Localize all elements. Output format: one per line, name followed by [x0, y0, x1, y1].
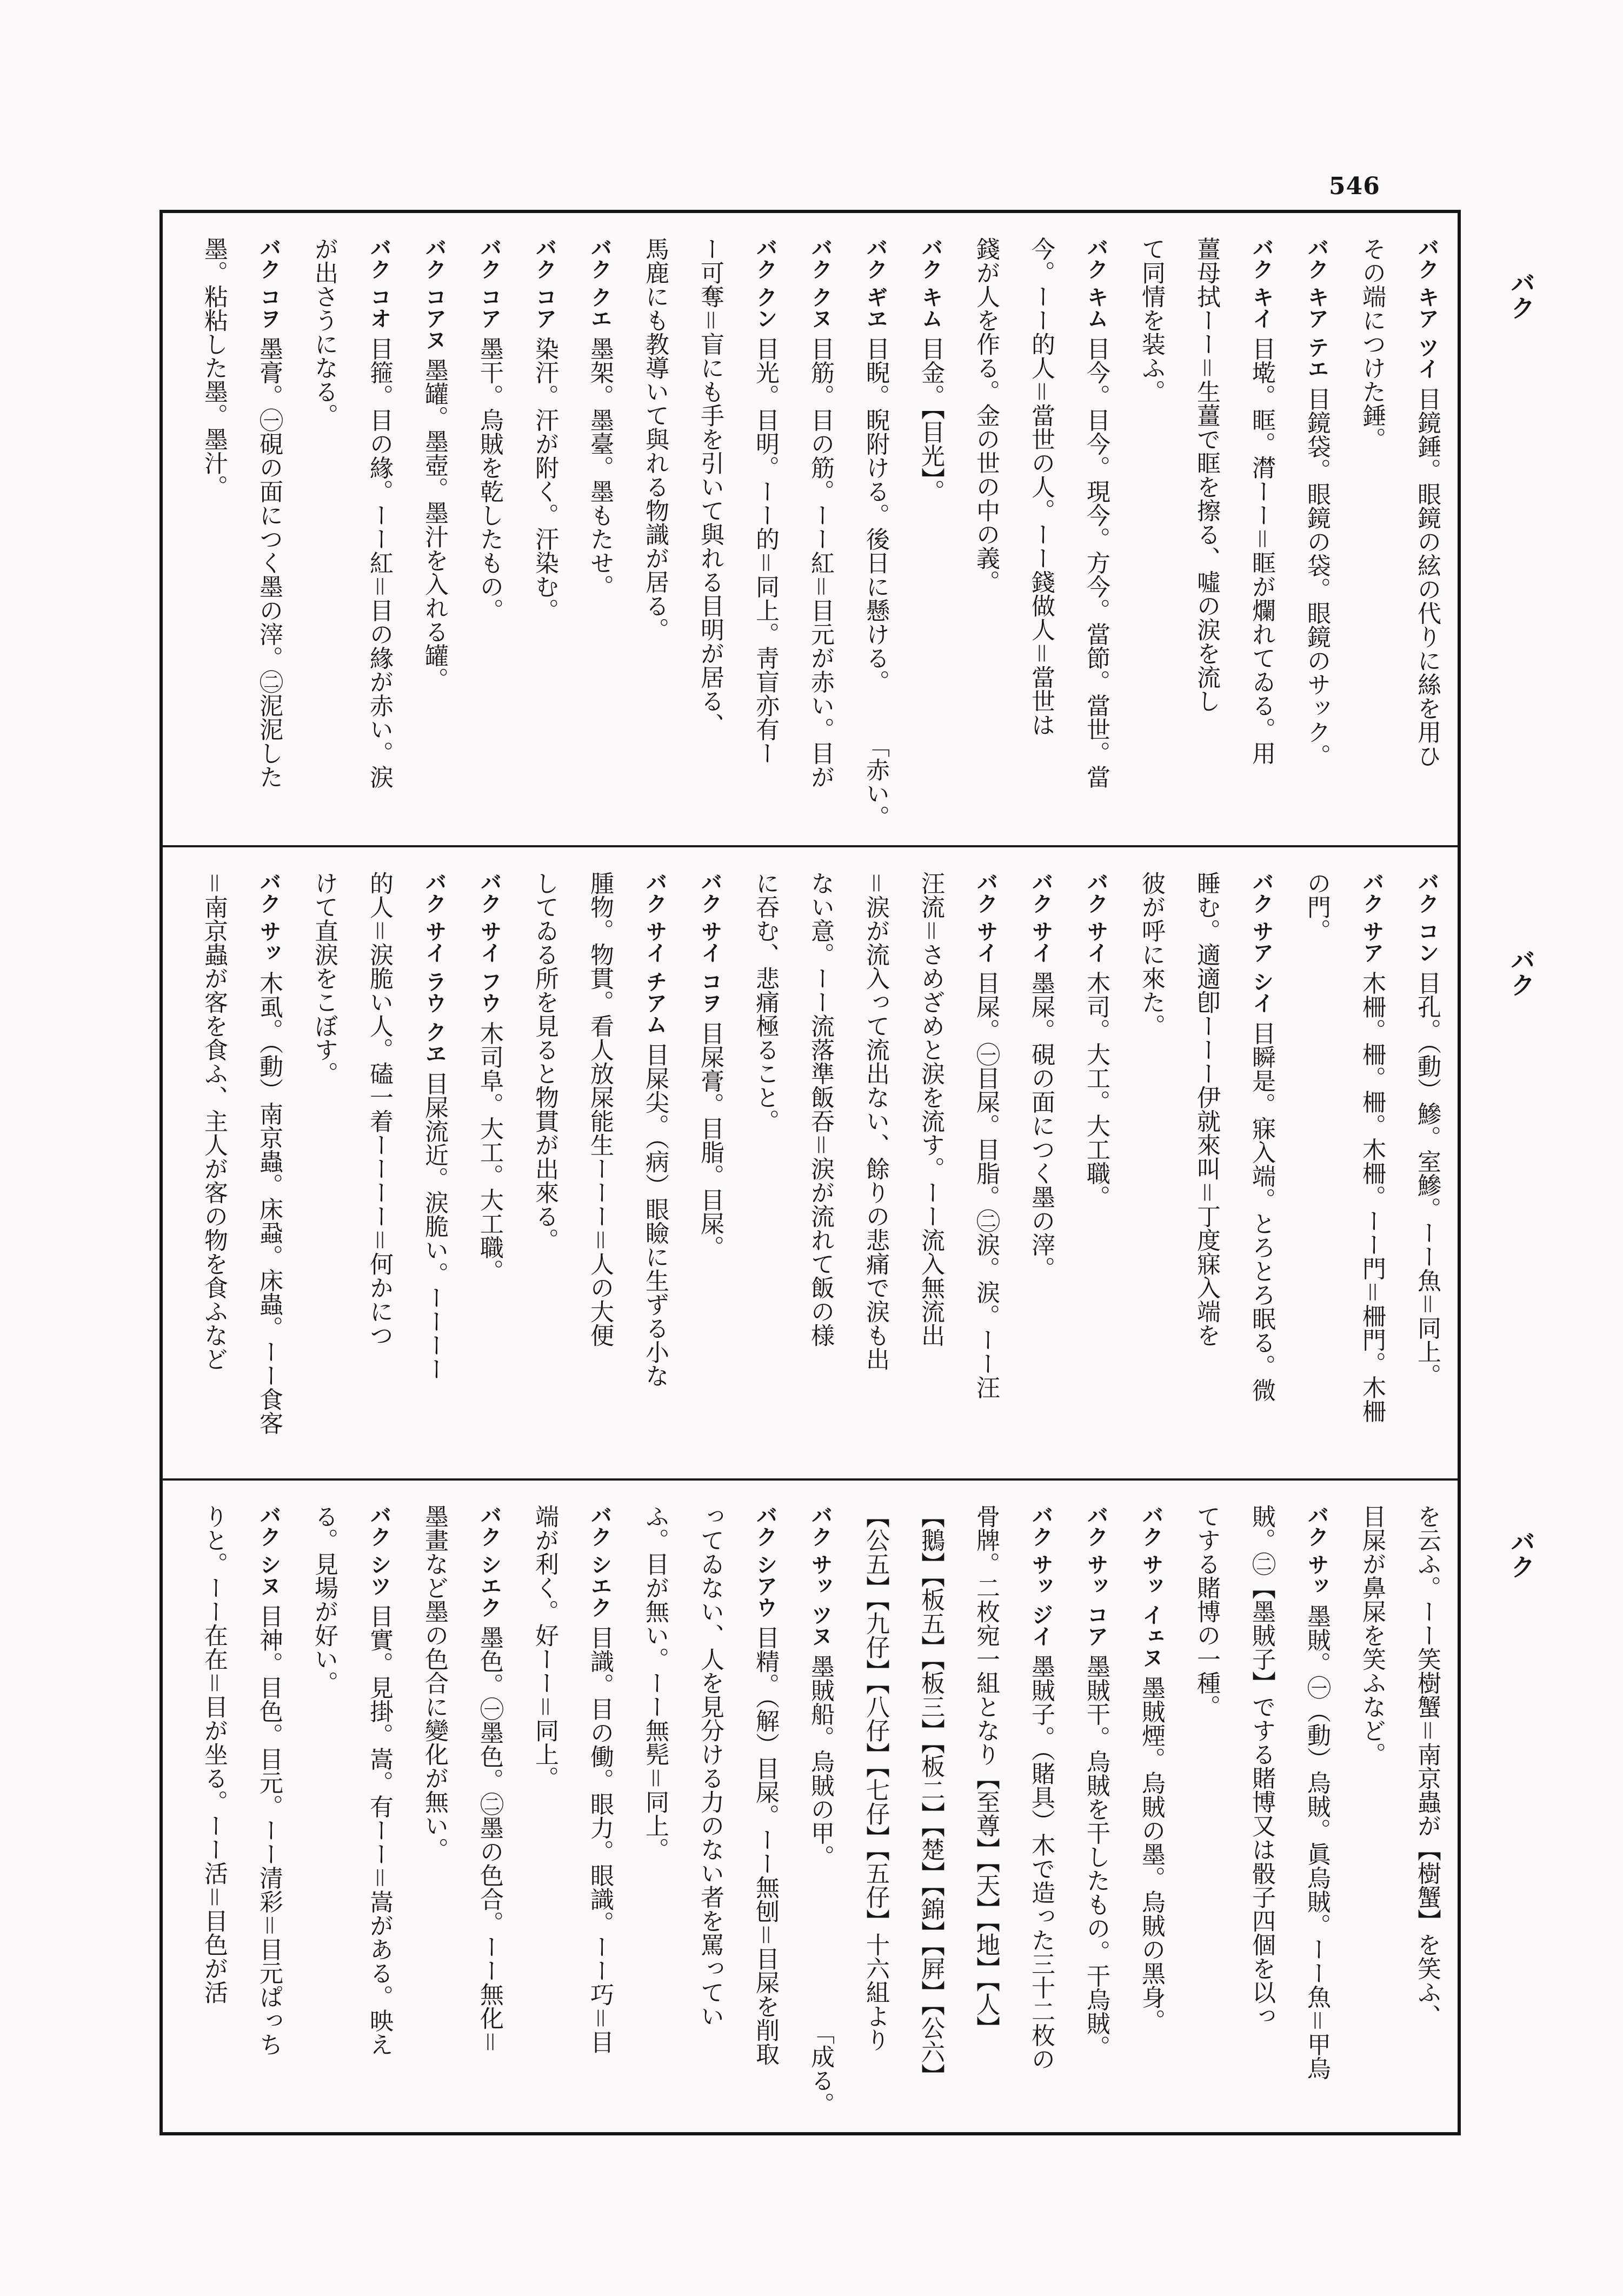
column-line [200, 1504, 228, 2004]
entry-text: 墨架。墨臺。墨もたせ。 [586, 336, 614, 599]
column-line [1082, 237, 1110, 788]
entry-marker: バク [1083, 237, 1108, 280]
entry-column [793, 213, 848, 845]
entry-text: ＝涙が流入って流出ない、餘りの悲痛で涙も出 [862, 871, 889, 1371]
column-line [1082, 1504, 1110, 2059]
entry-marker: バク [422, 871, 447, 914]
page-frame [159, 210, 1461, 2135]
entry-text: 墨屎。硯の面につく墨の滓。 [1027, 971, 1055, 1280]
continuation-column [1123, 213, 1179, 845]
column-line [200, 237, 228, 499]
entry-text: 汪流＝さめざめと涙を流す。ーー流入無流出 [917, 871, 944, 1347]
column-line [310, 871, 338, 1085]
column-line [807, 1504, 834, 1868]
entry-text: 錢が人を作る。金の世の中の義。 [972, 237, 1000, 594]
entry-text: 目屎。㊀目屎。目脂。㊁涙。涙。ーー汪 [972, 971, 1000, 1399]
entry-column [572, 213, 627, 845]
column-line [751, 237, 779, 765]
entry-marker: バク [422, 237, 447, 280]
column-line [917, 237, 944, 503]
entry-text: 目精。（解）目屎。ーー無刨＝目屎を削取 [751, 1625, 779, 2066]
entry-column [1289, 213, 1344, 845]
column-line [1138, 871, 1165, 1038]
entry-reading: コア [532, 286, 557, 329]
entry-reading: コン [1414, 920, 1439, 964]
column-line [531, 237, 558, 622]
column-line [255, 1504, 283, 2056]
continuation-column [1289, 847, 1344, 1478]
column-line [586, 871, 614, 1347]
entry-reading: シツ [367, 1554, 391, 1597]
column-line [365, 871, 393, 1347]
continuation-column [186, 847, 241, 1478]
entry-marker: バク [587, 1504, 612, 1548]
entry-marker: バク [1304, 237, 1329, 280]
entry-text: 【鵝】【板五】【板三】【板二】【楚】【錦】【屛】【公六】 [917, 1504, 944, 2087]
entry-column [1234, 213, 1289, 845]
entry-text: 墨賊。㊀（動）烏賊。眞烏賊。ーー魚＝甲烏 [1303, 1604, 1331, 2080]
column-line [1303, 1504, 1331, 2080]
column-line [751, 871, 779, 1133]
entry-column [1234, 847, 1289, 1478]
entry-text: 薑母拭ーー＝生薑で眶を擦る、噓の涙を流し [1193, 237, 1220, 713]
entry-text: 目瞬是。寐入端。とろとろ眠る。微 [1248, 1021, 1275, 1402]
entry-text: 木虱。（動）南京蟲。床蝨。床蟲。ーー食客 [255, 971, 283, 1435]
entry-marker: バク [1139, 1504, 1163, 1548]
entry-column [1068, 847, 1123, 1478]
column-line [1193, 237, 1220, 713]
column-line [1193, 871, 1220, 1347]
entry-text: に吞む、悲痛極ること。 [751, 871, 779, 1133]
entry-column [241, 213, 296, 845]
entry-text: 木柵。柵。柵。木柵。ーー門＝柵門。木柵 [1358, 971, 1386, 1423]
column-line [255, 237, 283, 788]
entry-text: ふ。目が無い。ーー無髡＝同上。 [641, 1504, 669, 1861]
continuation-column [1179, 213, 1234, 845]
entry-reading: サッ [256, 920, 281, 964]
entry-marker: バク [367, 1504, 391, 1548]
tier-top [163, 213, 1458, 847]
entry-text: 目睨。睨附ける。後日に懸ける。 [862, 336, 889, 694]
entry-column [462, 213, 517, 845]
entry-column [351, 213, 407, 845]
column-line [1358, 237, 1386, 451]
entry-column [241, 1481, 296, 2132]
column-line [476, 1504, 503, 2054]
entry-reading: シエク [587, 1554, 612, 1618]
tier-middle [163, 847, 1458, 1481]
continuation-column [1234, 1481, 1289, 2132]
entry-reading: シアウ [753, 1554, 777, 1618]
entry-column [903, 213, 958, 845]
continuation-column [1013, 213, 1068, 845]
continuation-column [627, 1481, 682, 2132]
entry-marker: バク [808, 237, 833, 280]
entry-marker: バク [587, 237, 612, 280]
side-index-label-middle: バク [1507, 947, 1536, 997]
entry-reading: クン [753, 286, 777, 329]
column-line [751, 1504, 779, 2066]
entry-reading: サイ [1083, 920, 1108, 964]
column-line [641, 1504, 669, 1861]
continuation-column [958, 213, 1013, 845]
entry-text: 今。ーー的人＝當世の人。ーー錢做人＝當世は [1027, 237, 1055, 736]
continuation-column [848, 1481, 903, 2132]
column-line [917, 1504, 944, 2087]
continuation-column [1344, 1481, 1399, 2132]
entry-text: 腫物。物貫。看人放屎能生ーーー＝人の大便 [586, 871, 614, 1347]
entry-column [517, 213, 572, 845]
entry-reading: サイ フウ [477, 920, 502, 1014]
continuation-column [903, 847, 958, 1478]
entry-reading: キム [1083, 286, 1108, 329]
column-line [1413, 237, 1441, 767]
column-line [862, 1504, 889, 2052]
entry-column [1289, 1481, 1344, 2132]
entry-text: を云ふ。ーー笑樹蟹＝南京蟲が【樹蟹】を笑ふ、 [1413, 1504, 1441, 2028]
entry-text: その端につけた錘。 [1358, 237, 1386, 451]
column-line [641, 237, 669, 641]
column-line [586, 237, 614, 598]
entry-column [1399, 847, 1454, 1478]
entry-marker: バク [697, 871, 722, 914]
entry-text: 墨罐。墨壺。墨汁を入れる罐。 [421, 357, 448, 691]
entry-marker: バク [1414, 237, 1439, 280]
entry-reading: コアヌ [422, 286, 447, 350]
entry-text: 墨賊干。烏賊を干したもの。干烏賊。 [1082, 1654, 1110, 2059]
column-line [421, 237, 448, 691]
entry-column [1399, 213, 1454, 845]
entry-marker: バク [1083, 871, 1108, 914]
entry-column [958, 847, 1013, 1478]
entry-text: 的人＝涙脆い人。磕一着ーーーー＝何かにつ [365, 871, 393, 1347]
entry-reading: ギヱ [863, 286, 888, 329]
entry-text: 墨色。㊀墨色。㊁墨の色合。ーー無化＝ [476, 1625, 503, 2054]
entry-marker: バク [642, 871, 667, 914]
entry-reading: サア シイ [1249, 920, 1274, 1014]
entry-reading: サッ イェヌ [1139, 1554, 1163, 1668]
entry-text: 目實。見掛。嵩。有ーー＝嵩がある。映え [365, 1604, 393, 2056]
entry-text: 彼が呼に來た。 [1138, 871, 1165, 1038]
entry-marker: バク [1028, 871, 1053, 914]
entry-marker: バク [1414, 871, 1439, 914]
entry-text: 目鏡袋。眼鏡の袋。眼鏡のサック。 [1303, 387, 1331, 768]
column-line [1248, 871, 1275, 1402]
column-line [972, 237, 1000, 594]
column-line [641, 871, 669, 1388]
entry-text: ＝南京蟲が客を食ふ、主人が客の物を食ふなど [200, 871, 228, 1371]
entry-marker: バク [753, 237, 777, 280]
entry-column [1068, 213, 1123, 845]
entry-marker: バク [1249, 871, 1274, 914]
column-line [1138, 237, 1165, 403]
column-line [586, 1504, 614, 2054]
column-line [972, 871, 1000, 1399]
entry-text: 目神。目色。目元。ーー清彩＝目元ぱっち [255, 1604, 283, 2056]
column-line [1303, 237, 1331, 767]
entry-marker: バク [1083, 1504, 1108, 1548]
column-line [531, 1504, 558, 1790]
entry-text: けて直涙をこぼす。 [310, 871, 338, 1085]
column-line [862, 871, 889, 1371]
entry-marker: バク [256, 1504, 281, 1548]
entry-reading: サイ ラウ クヱ [422, 920, 447, 1064]
continuation-column [572, 847, 627, 1478]
column-line [476, 237, 503, 622]
entry-marker: バク [1304, 1504, 1329, 1548]
entry-text: 目鏡錘。眼鏡の絃の代りに絲を用ひ [1413, 387, 1441, 768]
column-line [421, 871, 448, 1381]
entry-text: 端が利く。好ーー＝同上。 [531, 1504, 558, 1790]
entry-column [241, 847, 296, 1478]
entry-column [737, 1481, 793, 2132]
continuation-column [351, 847, 407, 1478]
entry-marker: バク [477, 871, 502, 914]
overflow-text: 「成る。 [807, 2021, 834, 2116]
entry-column [1013, 847, 1068, 1478]
entry-text: 目箍。目の緣。ーー紅＝目の緣が赤い。涙 [365, 336, 393, 789]
column-line [696, 237, 724, 736]
continuation-column [296, 847, 351, 1478]
entry-text: 目筋。目の筋。ーー紅＝目元が赤い。目が [807, 336, 834, 789]
entry-text: 目屎尖。（病）眼瞼に生ずる小な [641, 1042, 669, 1388]
entry-marker: バク [256, 237, 281, 280]
entry-text: 目光。目明。ーー的＝同上。靑盲亦有ー [751, 336, 779, 765]
entry-reading: サイ コヲ [697, 920, 722, 1014]
entry-marker: バク [256, 871, 281, 914]
column-line [255, 871, 283, 1435]
entry-marker: バク [532, 237, 557, 280]
entry-text: りと。ーー在在＝目が坐る。ーー活＝目色が活 [200, 1504, 228, 2004]
entry-reading: キア テエ [1304, 286, 1329, 380]
entry-column [1344, 847, 1399, 1478]
entry-reading: クヌ [808, 286, 833, 329]
column-line [862, 237, 889, 693]
entry-text: 目屎が鼻屎を笑ふなど。 [1358, 1504, 1386, 1766]
entry-text: ってゐない、人を見分ける力のない者を罵ってい [696, 1504, 724, 2028]
entry-reading: サッ ジイ [1028, 1554, 1053, 1647]
entry-marker: バク [918, 237, 943, 280]
continuation-column [517, 1481, 572, 2132]
entry-column [1013, 1481, 1068, 2132]
column-line [917, 871, 944, 1347]
entry-text: て同情を装ふ。 [1138, 237, 1165, 403]
column-line [421, 1504, 448, 1861]
continuation-column [627, 213, 682, 845]
entry-text: 目金。【目光】。 [917, 336, 944, 503]
entry-text: ない意。ーー流落準飯吞＝涙が流れて飯の様 [807, 871, 834, 1347]
column-line [807, 871, 834, 1347]
entry-reading: サッ ツヌ [808, 1554, 833, 1647]
entry-reading: コア [477, 286, 502, 329]
entry-marker: バク [1249, 237, 1274, 280]
entry-column [407, 847, 462, 1478]
entry-column [572, 1481, 627, 2132]
continuation-column [903, 1481, 958, 2132]
column-line [1413, 1504, 1441, 2028]
entry-text: 目今。目今。現今。方今。當節。當世。當 [1082, 336, 1110, 789]
continuation-column [1344, 213, 1399, 845]
continuation-column [296, 1481, 351, 2132]
entry-text: 木司。大工。大工職。 [1082, 971, 1110, 1209]
entry-text: 【公五】【九仔】【八仔】【七仔】【五仔】十六組より [862, 1504, 889, 2052]
column-line [972, 1504, 1000, 2040]
entry-marker: バク [808, 1504, 833, 1548]
continuation-column [737, 847, 793, 1478]
side-index-label-top: バク [1507, 270, 1536, 320]
column-line [1248, 237, 1275, 765]
continuation-column [186, 213, 241, 845]
entry-marker: バク [477, 1504, 502, 1548]
entry-text: 墨干。烏賊を乾したもの。 [476, 336, 503, 622]
entry-marker: バク [477, 237, 502, 280]
column-line [200, 871, 228, 1371]
column-line [365, 1504, 393, 2056]
entry-column [351, 1481, 407, 2132]
entry-text: 目孔。（動）鰺。室鰺。ーー魚＝同上。 [1413, 971, 1441, 1388]
entry-text: 睡む。適適卽ーーー伊就來叫＝丁度寐入端を [1193, 871, 1220, 1347]
column-line [1248, 1504, 1275, 2028]
column-line [476, 871, 503, 1283]
entry-marker: バク [973, 871, 998, 914]
entry-text: 賊。㊁【墨賊子】でする賭博又は骰子四個を以っ [1248, 1504, 1275, 2028]
entry-text: が出さうになる。 [310, 237, 338, 427]
continuation-column [848, 847, 903, 1478]
entry-reading: コオ [367, 286, 391, 329]
entry-text: 骨牌。二枚宛一組となり【至尊】【天】【地】【人】 [972, 1504, 1000, 2040]
entry-marker: バク [1359, 871, 1384, 914]
column-line [1027, 1504, 1055, 2071]
column-line [1303, 871, 1331, 943]
column-line [365, 237, 393, 788]
entry-text: 目墘。眶。潸ーー＝眶が爛れてゐる。用 [1248, 336, 1275, 765]
entry-reading: サイ [1028, 920, 1053, 964]
entry-reading: キア ツイ [1414, 286, 1439, 380]
entry-text: の門。 [1303, 871, 1331, 943]
entry-marker: バク [367, 237, 391, 280]
continuation-column [517, 847, 572, 1478]
continuation-column [407, 1481, 462, 2132]
side-index-label-bottom: バク [1507, 1529, 1536, 1579]
entry-text: 目識。目の働。眼力。眼識。ーー巧＝目 [586, 1625, 614, 2054]
entry-text: 墨賊子。（賭具）木で造った三十二枚の [1027, 1654, 1055, 2071]
column-line [531, 871, 558, 1252]
entry-text: る。見場が好い。 [310, 1504, 338, 1695]
entry-marker: バク [863, 237, 888, 280]
entry-text: 目屎流近。涙脆い。ーーーー [421, 1071, 448, 1381]
entry-text: 墨膏。㊀硯の面につく墨の滓。㊁泥泥した [255, 336, 283, 789]
continuation-column [682, 1481, 737, 2132]
continuation-column [1123, 847, 1179, 1478]
entry-text: 馬鹿にも教導いて與れる物識が居る。 [641, 237, 669, 641]
entry-text: してゐる所を見ると物貫が出來る。 [531, 871, 558, 1252]
entry-column [1068, 1481, 1123, 2132]
continuation-column [186, 1481, 241, 2132]
entry-reading: コヲ [256, 286, 281, 329]
column-line [1027, 871, 1055, 1280]
entry-reading: キム [918, 286, 943, 329]
entry-reading: サイ [973, 920, 998, 964]
entry-column [462, 847, 517, 1478]
column-line [1413, 871, 1441, 1387]
tier-bottom [163, 1481, 1458, 2132]
continuation-column [682, 213, 737, 845]
entry-reading: サア [1359, 920, 1384, 964]
continuation-column [1399, 1481, 1454, 2132]
column-line [1358, 871, 1386, 1423]
entry-reading: シヌ [256, 1554, 281, 1597]
entry-text: 墨。粘粘した墨。墨汁。 [200, 237, 228, 499]
column-line [807, 237, 834, 788]
entry-marker: バク [753, 1504, 777, 1548]
overflow-text: 「赤い。 [862, 734, 889, 829]
entry-text: 墨畫など墨の色合に變化が無い。 [421, 1504, 448, 1861]
entry-text: 目屎膏。目脂。目屎。 [696, 1021, 724, 1259]
column-line [696, 871, 724, 1259]
entry-text: 墨賊煙。烏賊の墨。烏賊の黑身。 [1138, 1675, 1165, 2033]
continuation-column [793, 847, 848, 1478]
entry-reading: クエ [587, 286, 612, 329]
entry-column [848, 213, 903, 845]
column-line [696, 1504, 724, 2028]
entry-column [682, 847, 737, 1478]
entry-column [462, 1481, 517, 2132]
entry-reading: サイ チアム [642, 920, 667, 1035]
entry-text: ー可奪＝盲にも手を引いて與れる目明が居る、 [696, 237, 724, 736]
entry-text: 木司阜。大工。大工職。 [476, 1021, 503, 1283]
continuation-column [1179, 847, 1234, 1478]
continuation-column [296, 213, 351, 845]
continuation-column [958, 1481, 1013, 2132]
entry-column [737, 213, 793, 845]
column-line [1138, 1504, 1165, 2033]
entry-text: 染汗。汗が附く。汗染む。 [531, 336, 558, 622]
entry-reading: キイ [1249, 286, 1274, 329]
entry-text: 墨賊船。烏賊の甲。 [807, 1654, 834, 1869]
column-line [310, 237, 338, 427]
column-line [310, 1504, 338, 1695]
entry-reading: シエク [477, 1554, 502, 1618]
column-line [1082, 871, 1110, 1209]
column-line [1027, 237, 1055, 736]
column-line [1358, 1504, 1386, 1766]
entry-column [407, 213, 462, 845]
column-line [1193, 1504, 1220, 1718]
page-number: 546 [1329, 172, 1380, 200]
entry-text: てする賭博の一種。 [1193, 1504, 1220, 1718]
continuation-column [1179, 1481, 1234, 2132]
entry-marker: バク [1028, 1504, 1053, 1548]
entry-reading: サッ [1304, 1554, 1329, 1597]
entry-column [793, 1481, 848, 2132]
entry-column [627, 847, 682, 1478]
entry-column [1123, 1481, 1179, 2132]
entry-reading: サッ コア [1083, 1554, 1108, 1647]
